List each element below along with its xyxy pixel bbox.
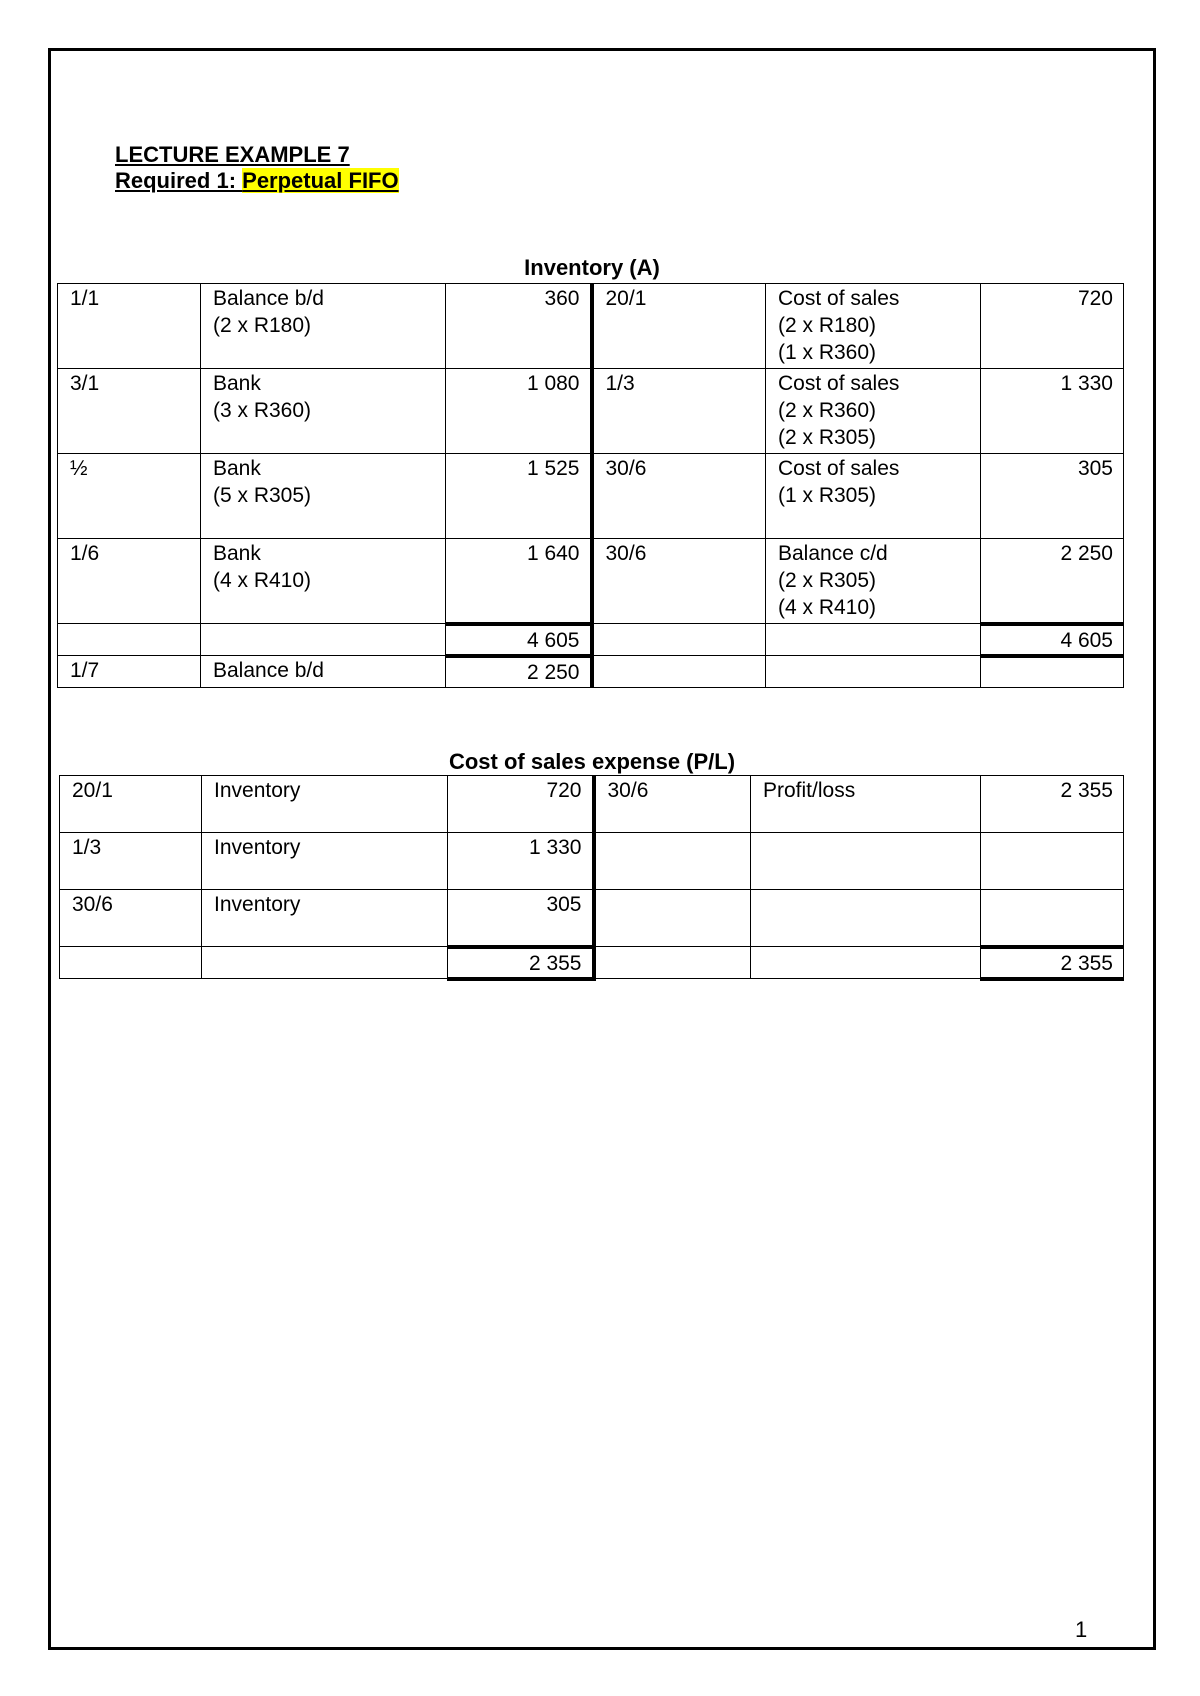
- cost-of-sales-ledger: [59, 775, 1124, 981]
- dr-description: Bank (4 x R410): [201, 539, 446, 624]
- dr-date: 1/1: [58, 284, 201, 369]
- dr-date: 1/6: [58, 539, 201, 624]
- page-number: 1: [1075, 1617, 1088, 1642]
- dr-amount: 1 080: [446, 369, 592, 454]
- dr-date: ½: [58, 454, 201, 539]
- dr-amount: 720: [448, 776, 594, 833]
- cr-date: 30/6: [592, 539, 766, 624]
- cr-total: 2 355: [981, 947, 1124, 979]
- dr-total: 2 355: [448, 947, 594, 979]
- cr-description: [751, 890, 981, 947]
- cr-date: 30/6: [592, 454, 766, 539]
- cr-description: Profit/loss: [751, 776, 981, 833]
- closing-description: Balance b/d: [201, 656, 446, 688]
- cr-amount: 305: [981, 454, 1124, 539]
- cost-of-sales-account-title: Cost of sales expense (P/L): [448, 749, 736, 774]
- dr-amount: 305: [448, 890, 594, 947]
- cr-amount: 1 330: [981, 369, 1124, 454]
- cr-date: 1/3: [592, 369, 766, 454]
- ledger-row: [58, 284, 1124, 369]
- dr-date: 1/3: [60, 833, 202, 890]
- cr-description: [751, 833, 981, 890]
- inventory-account-title: Inventory (A): [524, 255, 660, 280]
- closing-balance-row: [58, 656, 1124, 688]
- dr-description: Inventory: [202, 776, 448, 833]
- dr-date: 3/1: [58, 369, 201, 454]
- dr-description: Bank (3 x R360): [201, 369, 446, 454]
- dr-amount: 1 330: [448, 833, 594, 890]
- cr-amount: [981, 890, 1124, 947]
- cr-amount: 720: [981, 284, 1124, 369]
- dr-total: 4 605: [446, 624, 592, 656]
- ledger-row: [58, 369, 1124, 454]
- cr-description: Cost of sales (2 x R360) (2 x R305): [766, 369, 981, 454]
- dr-description: Balance b/d (2 x R180): [201, 284, 446, 369]
- cr-date: 30/6: [594, 776, 751, 833]
- required-highlight: Perpetual FIFO: [242, 168, 399, 193]
- required-prefix: Required 1:: [115, 168, 243, 193]
- cr-date: [594, 833, 751, 890]
- required-line: [115, 168, 399, 194]
- dr-description: Bank (5 x R305): [201, 454, 446, 539]
- closing-date: 1/7: [58, 656, 201, 688]
- inventory-ledger: [57, 283, 1124, 688]
- dr-amount: 1 525: [446, 454, 592, 539]
- cr-date: 20/1: [592, 284, 766, 369]
- dr-description: Inventory: [202, 833, 448, 890]
- cr-date: [594, 890, 751, 947]
- dr-amount: 1 640: [446, 539, 592, 624]
- totals-row: [58, 624, 1124, 656]
- cr-description: Cost of sales (1 x R305): [766, 454, 981, 539]
- cr-amount: [981, 833, 1124, 890]
- ledger-row: [58, 454, 1124, 539]
- lecture-title: LECTURE EXAMPLE 7: [115, 142, 350, 167]
- heading: [115, 142, 399, 194]
- ledger-row: [60, 890, 1124, 947]
- cr-description: Balance c/d (2 x R305) (4 x R410): [766, 539, 981, 624]
- cr-description: Cost of sales (2 x R180) (1 x R360): [766, 284, 981, 369]
- cr-amount: 2 355: [981, 776, 1124, 833]
- cr-total: 4 605: [981, 624, 1124, 656]
- ledger-row: [60, 833, 1124, 890]
- cr-amount: 2 250: [981, 539, 1124, 624]
- dr-amount: 360: [446, 284, 592, 369]
- dr-date: 20/1: [60, 776, 202, 833]
- closing-amount: 2 250: [446, 656, 592, 688]
- dr-description: Inventory: [202, 890, 448, 947]
- ledger-row: [58, 539, 1124, 624]
- totals-row: [60, 947, 1124, 979]
- ledger-row: [60, 776, 1124, 833]
- dr-date: 30/6: [60, 890, 202, 947]
